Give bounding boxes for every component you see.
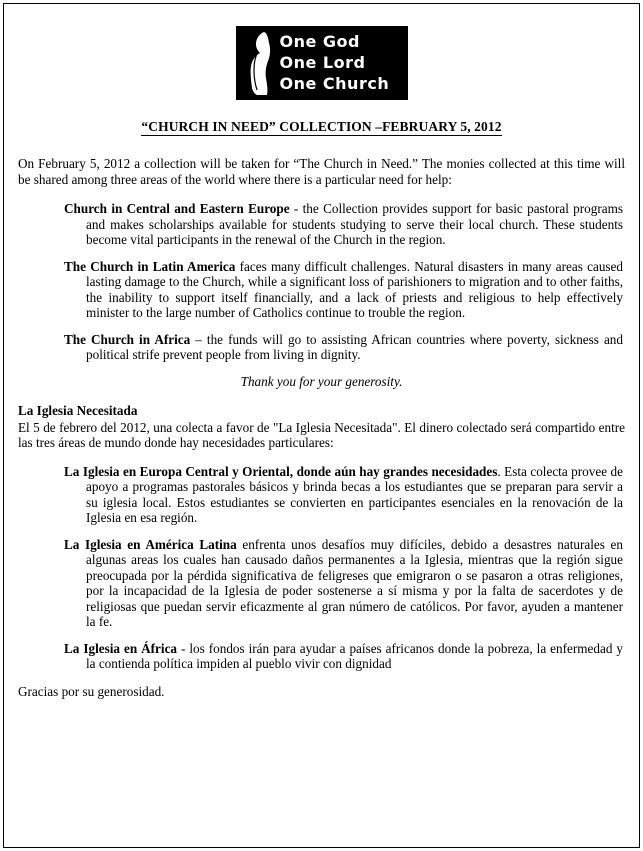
logo-line-3: One Church: [279, 74, 390, 93]
english-item-latin-america-body: faces many difficult challenges. Natural disasters in many areas caused lasting damage to the Church, while a significant loss of parishioners to migration and to other faiths, the inability to support itself financially, and a lack of priests and religious to help effectively minister to the large number of Catholics continue to trouble the region.: [86, 258, 623, 320]
spanish-item-africa-body: - los fondos irán para ayudar a países africanos donde la pobreza, la enfermedad y la contienda política impiden al pueblo vivir con dignidad: [86, 640, 623, 671]
one-god-one-lord-one-church-logo: [236, 26, 408, 100]
english-item-latin-america-lead: The Church in Latin America: [64, 258, 236, 274]
logo-line-1: One God: [279, 32, 360, 51]
praying-figure-icon: [244, 30, 278, 96]
logo-container: [18, 26, 625, 105]
spanish-item-europa-body: . Esta colecta provee de apoyo a programas pastorales básicos y brinda becas a los estudiantes que se preparan para servir a su iglesia local. Estos estudiantes se convierten en participantes esenciales en la renovación de la Iglesia en esa región.: [86, 463, 623, 525]
english-item-latin-america: [64, 259, 623, 321]
spanish-item-europa-leadtail: , donde aún hay grandes necesidades: [289, 463, 498, 479]
english-item-europe-body: - the Collection provides support for basic pastoral programs and makes scholarships available for students studying to serve their local church. These students become vital participants in the renewal of the Church in the region.: [86, 201, 623, 247]
spanish-item-america-latina-lead: La Iglesia en América Latina: [64, 536, 237, 552]
thank-you-line: Thank you for your generosity.: [240, 373, 403, 389]
english-item-africa: [64, 332, 623, 363]
english-item-africa-lead: The Church in Africa: [64, 331, 191, 347]
logo-line-2: One Lord: [279, 53, 366, 72]
english-item-europe-lead: Church in Central and Eastern Europe: [64, 201, 290, 216]
spanish-item-america-latina: [64, 537, 623, 630]
document-content: [8, 8, 635, 843]
spanish-section-heading: La Iglesia Necesitada: [18, 403, 138, 418]
spanish-item-europa: [64, 464, 623, 526]
page-title: [18, 119, 625, 136]
english-intro-paragraph: On February 5, 2012 a collection will be taken for “The Church in Need.” The monies collected at this time will be shared among three areas of the world where there is a particular need for help:: [18, 156, 625, 187]
english-item-africa-body: – the funds will go to assisting African countries where poverty, sickness and political strife prevent people from living in dignity.: [86, 331, 623, 362]
spanish-closing-line: Gracias por su generosidad.: [18, 683, 165, 699]
logo-text: [280, 31, 390, 94]
english-item-europe: [64, 201, 623, 248]
page-title-text: “CHURCH IN NEED” COLLECTION –FEBRUARY 5, 2012: [141, 119, 502, 134]
spanish-item-america-latina-body: enfrenta unos desafíos muy difíciles, debido a desastres naturales en algunas areas los cuales han causado daños permanentes a la Iglesia, mientras que la región sigue preocupada por la pérdida significativa de feligreses que emigraron o se pasaron a otras religiones, por la incapacidad de la Iglesia de poder sostenerse a sí misma y por la falta de sacerdotes y de religiosas que puedan servir eficazmente al gran número de católicos. Por favor, ayuden a mantener la fe.: [86, 536, 623, 629]
spanish-item-europa-lead: La Iglesia en Europa Central y Oriental: [64, 463, 290, 479]
spanish-intro-paragraph: El 5 de febrero del 2012, una colecta a favor de "La Iglesia Necesitada". El dinero colectado será compartido entre las tres áreas de mundo donde hay necesidades particulares:: [18, 419, 625, 450]
spanish-item-africa: [64, 641, 623, 672]
spanish-item-africa-lead: La Iglesia en África: [64, 640, 178, 656]
